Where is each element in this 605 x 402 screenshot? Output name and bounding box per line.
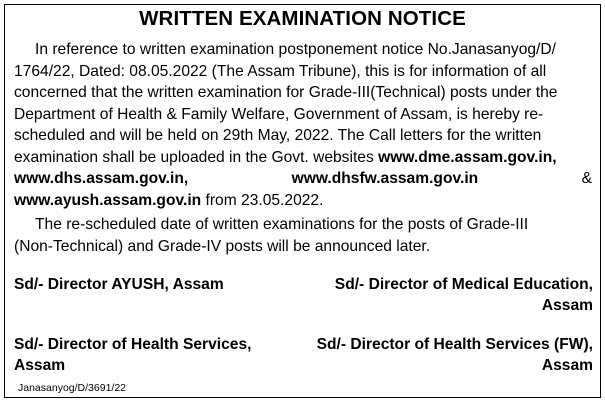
paragraph-line: concerned that the written examination for Grade-III(Technical) posts under the	[14, 84, 558, 101]
paragraph-text: examination shall be uploaded in the Govt. websites	[14, 148, 379, 166]
notice-title: WRITTEN EXAMINATION NOTICE	[139, 7, 466, 30]
signatory-line: Sd/- Director of Medical Education,	[334, 276, 593, 293]
signatory-health-services-fw	[317, 334, 593, 376]
reference-number: Janasanyog/D/3691/22	[18, 382, 126, 394]
signatory-line: Assam	[541, 297, 593, 314]
website-ayush-link[interactable]: www.ayush.assam.gov.in	[14, 191, 202, 209]
signatory-line: Assam	[541, 357, 593, 374]
paragraph-text: from 23.05.2022.	[201, 191, 324, 209]
ampersand: &	[581, 170, 592, 187]
paragraph-line: (Non-Technical) and Grade-IV posts will be announced later.	[14, 237, 431, 255]
website-dhs-link[interactable]: www.dhs.assam.gov.in,	[14, 170, 189, 187]
notice-paragraph-1	[14, 39, 592, 211]
paragraph-line: Department of Health & Family Welfare, Government of Assam, is hereby re-	[14, 105, 544, 123]
paragraph-line	[14, 39, 592, 61]
signatory-line: Sd/- Director of Health Services (FW),	[316, 336, 593, 353]
paragraph-line	[14, 147, 592, 169]
paragraph-line: 1764/22, Dated: 08.05.2022 (The Assam Tribune), this is for information of all	[14, 62, 547, 80]
website-dhsfw-link[interactable]: www.dhsfw.assam.gov.in	[291, 170, 479, 187]
notice-paragraph-2	[14, 214, 592, 257]
signatory-line: Assam	[14, 357, 66, 374]
paragraph-text: The re-scheduled date of written examinations for the posts of Grade-III	[35, 216, 529, 233]
paragraph-line: scheduled and will be held on 29th May, 2022. The Call letters for the written	[14, 127, 542, 144]
signatory-medical-education	[335, 274, 593, 316]
paragraph-text: In reference to written examination postponement notice No.Janasanyog/D/	[35, 41, 556, 58]
paragraph-line	[14, 214, 592, 236]
signatory-line: Sd/- Director AYUSH, Assam	[14, 276, 224, 293]
signatory-line: Sd/- Director of Health Services,	[14, 336, 252, 353]
signatory-ayush	[14, 274, 224, 295]
signatory-health-services	[14, 334, 251, 376]
paragraph-line	[14, 168, 592, 190]
paragraph-line	[14, 190, 592, 212]
website-dme-link[interactable]: www.dme.assam.gov.in,	[378, 148, 557, 166]
